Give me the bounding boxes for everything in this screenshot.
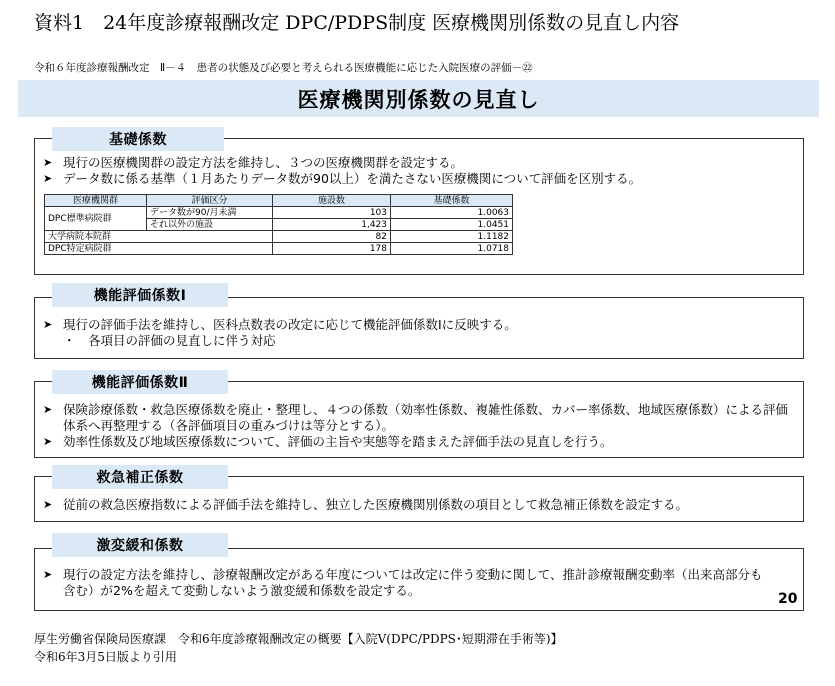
table-cell: 1.1182	[391, 231, 513, 243]
table-cell: 103	[273, 207, 391, 219]
basic-coefficient-table	[44, 194, 513, 255]
table-cell: 82	[273, 231, 391, 243]
bullet-item: ➤ 現行の医療機関群の設定方法を維持し、３つの医療機関群を設定する。	[43, 155, 464, 170]
table-cell: 大学病院本院群	[45, 231, 273, 243]
table-header: 評価区分	[147, 195, 273, 207]
banner-title: 医療機関別係数の見直し	[297, 87, 540, 112]
table-cell: データ数が90/月未満	[147, 207, 273, 219]
table-row	[45, 243, 513, 255]
page-number: 20	[778, 591, 798, 607]
footer-line: 令和6年3月5日版より引用	[34, 650, 177, 664]
table-row	[45, 207, 513, 219]
bullet-item: ➤ 保険診療係数・救急医療係数を廃止・整理し、４つの係数（効率性係数、複雑性係数、カバー率係数、地域医療係数）による評価体系へ再整理する（各評価項目の重みづけは等分とする）。	[43, 402, 789, 433]
section-mitigation-coefficient	[34, 548, 804, 611]
slide-subheader: 令和６年度診療報酬改定 Ⅱ－４ 患者の状態及び必要と考えられる医療機能に応じた入院医療の評価－㉒	[34, 62, 533, 74]
arrow-bullet-icon: ➤	[43, 435, 53, 448]
bullet-item: ➤ 現行の評価手法を維持し、医科点数表の改定に応じて機能評価係数Ⅰに反映する。	[43, 317, 517, 332]
table-cell: DPC標準病院群	[45, 207, 147, 231]
table-header-row	[45, 195, 513, 207]
footer-line: 厚生労働省保険局医療課 令和6年度診療報酬改定の概要【入院Ⅴ(DPC/PDPS･短期滞在手術等)】	[34, 632, 563, 646]
table-cell: 1.0063	[391, 207, 513, 219]
table-cell: 1,423	[273, 219, 391, 231]
table-row	[45, 231, 513, 243]
table-cell: それ以外の施設	[147, 219, 273, 231]
section-label-emergency: 救急補正係数	[52, 465, 228, 489]
section-label-mitigation: 激変緩和係数	[52, 533, 228, 557]
table-header: 医療機関群	[45, 195, 147, 207]
sub-bullet-item: ・ 各項目の評価の見直しに伴う対応	[63, 333, 276, 348]
table-header: 施設数	[273, 195, 391, 207]
table-cell: 1.0718	[391, 243, 513, 255]
arrow-bullet-icon: ➤	[43, 498, 53, 511]
section-label-function-2: 機能評価係数Ⅱ	[52, 370, 228, 394]
table-cell: 178	[273, 243, 391, 255]
table-header: 基礎係数	[391, 195, 513, 207]
section-label-basic: 基礎係数	[52, 127, 224, 151]
arrow-bullet-icon: ➤	[43, 318, 53, 331]
bullet-item: ➤ 効率性係数及び地域医療係数について、評価の主旨や実態等を踏まえた評価手法の見直しを行う。	[43, 434, 613, 449]
arrow-bullet-icon: ➤	[43, 172, 53, 185]
document-title: 資料1 24年度診療報酬改定 DPC/PDPS制度 医療機関別係数の見直し内容	[34, 12, 680, 34]
section-label-function-1: 機能評価係数Ⅰ	[52, 283, 228, 307]
bullet-item: ➤ データ数に係る基準（１月あたりデータ数が90以上）を満たさない医療機関について評価を区別する。	[43, 171, 642, 186]
arrow-bullet-icon: ➤	[43, 156, 53, 169]
arrow-bullet-icon: ➤	[43, 568, 53, 581]
slide-banner	[18, 80, 819, 117]
bullet-item: ➤ 従前の救急医療指数による評価手法を維持し、独立した医療機関別係数の項目として救急補正係数を設定する。	[43, 497, 689, 512]
bullet-item: ➤ 現行の設定方法を維持し、診療報酬改定がある年度については改定に伴う変動に関して、推計診療報酬変動率（出来高部分も含む）が2%を超えて変動しないよう激変緩和係数を設定する。	[43, 567, 763, 598]
footer-citation	[34, 630, 563, 666]
table-cell: 1.0451	[391, 219, 513, 231]
arrow-bullet-icon: ➤	[43, 403, 53, 416]
table-cell: DPC特定病院群	[45, 243, 273, 255]
